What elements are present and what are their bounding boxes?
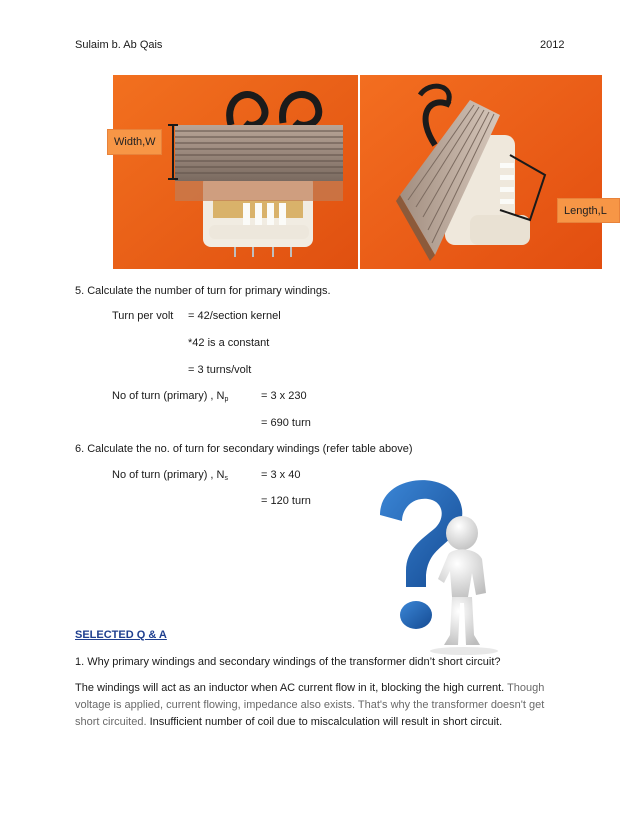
turn-per-volt-label: Turn per volt xyxy=(112,310,174,322)
ns-result: = 120 turn xyxy=(261,495,311,507)
constant-note: *42 is a constant xyxy=(188,337,270,349)
transformer-photo-side xyxy=(360,75,602,269)
np-calc: = 3 x 230 xyxy=(261,390,307,402)
turn-per-volt-formula: = 42/section kernel xyxy=(188,310,281,322)
answer-part-3: Insufficient number of coil due to miscalculation will result in short circuit. xyxy=(146,716,503,728)
ns-label: No of turn (primary) , $N_s$ xyxy=(112,469,228,482)
qa-question: 1. Why primary windings and secondary windings of the transformer didn’t short circuit? xyxy=(75,656,501,668)
np-result: = 690 turn xyxy=(261,417,311,429)
step6-heading: 6. Calculate the no. of turn for secondary windings (refer table above) xyxy=(75,443,413,455)
width-label: Width,W xyxy=(107,129,162,155)
answer-part-1: The windings will act as an inductor when AC current flow in it, blocking the high current. xyxy=(75,682,505,694)
length-label: Length,L xyxy=(557,198,620,223)
turn-per-volt-result: = 3 turns/volt xyxy=(188,364,252,376)
qa-answer xyxy=(75,680,565,731)
answer-part-2: Though voltage is applied, current flowing, impedance also exists. That's why the transformer doesn't get short circuited. xyxy=(75,682,545,728)
np-label: No of turn (primary) , $N_p$ xyxy=(112,390,229,403)
header-author: Sulaim b. Ab Qais xyxy=(75,39,163,51)
transformer-photo-front xyxy=(113,75,358,269)
step5-heading: 5. Calculate the number of turn for primary windings. xyxy=(75,285,331,297)
ns-calc: = 3 x 40 xyxy=(261,469,301,481)
selected-qa-title: SELECTED Q & A xyxy=(75,629,167,641)
question-mark-figure xyxy=(340,475,528,660)
header-year: 2012 xyxy=(540,39,565,51)
